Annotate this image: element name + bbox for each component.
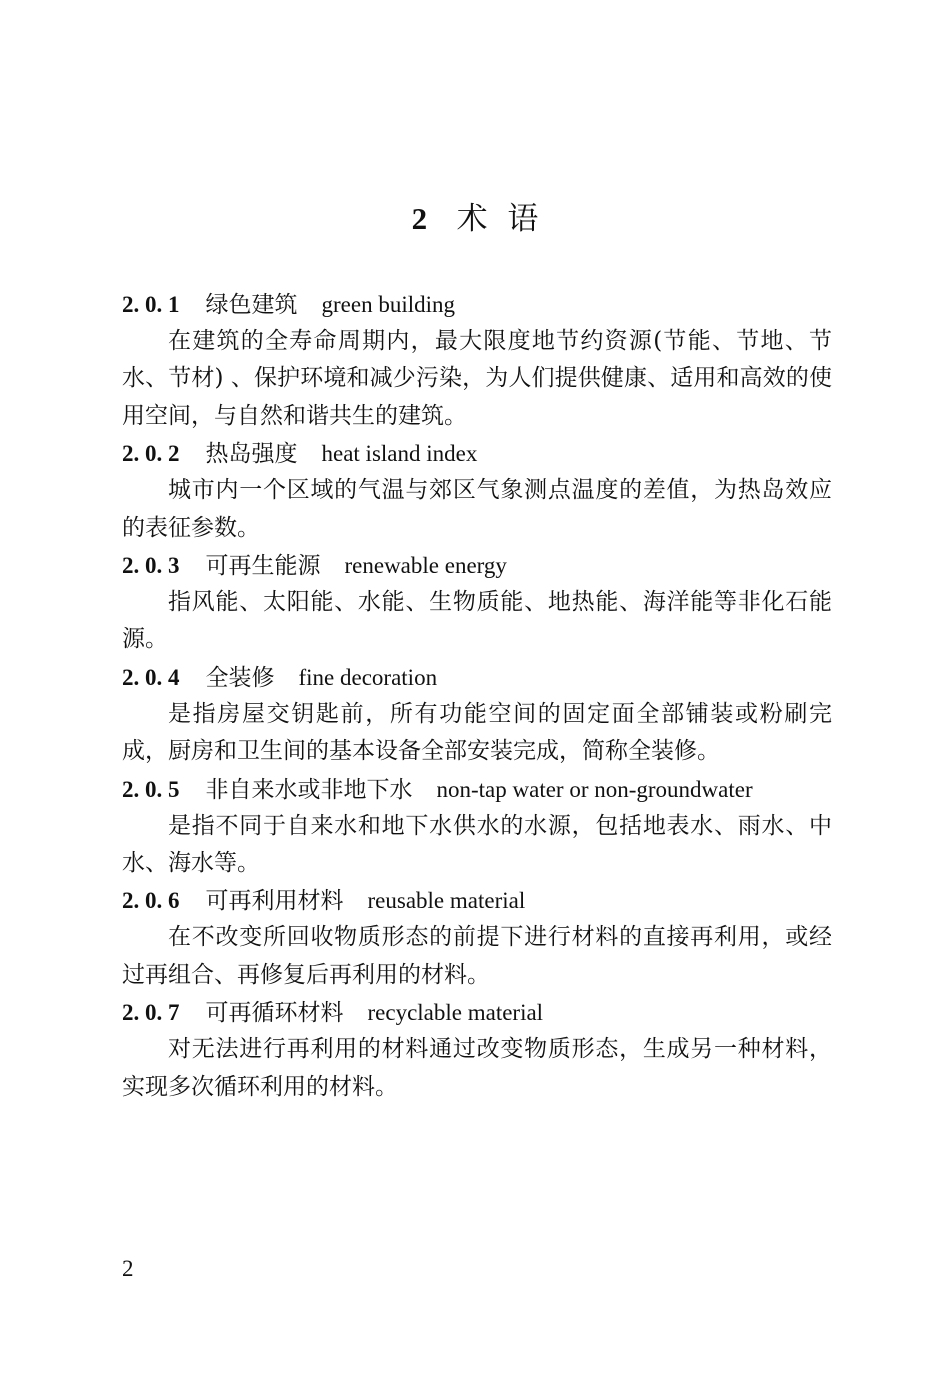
term-entry: [122, 659, 832, 771]
term-english: heat island index: [321, 441, 478, 467]
term-chinese: 绿色建筑: [205, 292, 298, 318]
terms-list: [122, 286, 832, 1106]
term-heading: [122, 994, 832, 1031]
term-number: 2. 0. 1: [122, 292, 180, 317]
term-number: 2. 0. 2: [122, 441, 180, 467]
term-definition: 对无法进行再利用的材料通过改变物质形态，生成另一种材料，实现多次循环利用的材料。: [122, 1036, 832, 1100]
chapter-number: 2: [411, 201, 428, 236]
term-entry: [122, 882, 832, 994]
term-chinese: 全装修: [205, 664, 275, 691]
term-english: recyclable material: [367, 1000, 544, 1026]
term-chinese: 可再利用材料: [205, 888, 344, 915]
term-definition: 指风能、太阳能、水能、生物质能、地热能、海洋能等非化石能源。: [122, 589, 832, 653]
term-chinese: 可再生能源: [205, 553, 321, 580]
term-entry: [122, 994, 832, 1106]
term-english: fine decoration: [298, 664, 438, 690]
term-number: 2. 0. 3: [122, 553, 180, 579]
term-definition: 在不改变所回收物质形态的前提下进行材料的直接再利用，或经过再组合、再修复后再利用的材料。: [122, 924, 832, 988]
term-entry: [122, 547, 832, 659]
term-number: 2. 0. 5: [122, 776, 180, 802]
term-definition: 是指房屋交钥匙前，所有功能空间的固定面全部铺装或粉刷完成，厨房和卫生间的基本设备全部安装完成，简称全装修。: [122, 700, 832, 765]
chapter-title-text: 术 语: [456, 201, 539, 237]
term-english: reusable material: [367, 888, 526, 914]
chapter-title: [0, 194, 950, 244]
term-heading: [122, 659, 832, 696]
term-chinese: 非自来水或非地下水: [205, 776, 413, 803]
term-definition: 城市内一个区域的气温与郊区气象测点温度的差值，为热岛效应的表征参数。: [122, 477, 832, 541]
term-chinese: 可再循环材料: [205, 1000, 344, 1027]
term-heading: [122, 882, 832, 919]
term-english: renewable energy: [344, 553, 507, 579]
term-entry: [122, 771, 832, 883]
term-entry: [122, 286, 832, 435]
term-heading: [122, 286, 832, 323]
term-number: 2. 0. 7: [122, 1000, 180, 1026]
term-chinese: 热岛强度: [205, 441, 298, 468]
term-number: 2. 0. 4: [122, 664, 180, 690]
term-english: non-tap water or non-groundwater: [436, 776, 753, 802]
term-heading: [122, 771, 832, 808]
term-english: green building: [321, 292, 455, 317]
page-number: 2: [122, 1256, 134, 1281]
term-heading: [122, 435, 832, 472]
term-heading: [122, 547, 832, 584]
term-number: 2. 0. 6: [122, 888, 180, 914]
term-definition: 是指不同于自来水和地下水供水的水源，包括地表水、雨水、中水、海水等。: [122, 812, 832, 877]
term-definition: 在建筑的全寿命周期内，最大限度地节约资源(节能、节地、节水、节材) 、保护环境和减少污染，为人们提供健康、适用和高效的使用空间，与自然和谐共生的建筑。: [122, 328, 832, 429]
term-entry: [122, 435, 832, 547]
